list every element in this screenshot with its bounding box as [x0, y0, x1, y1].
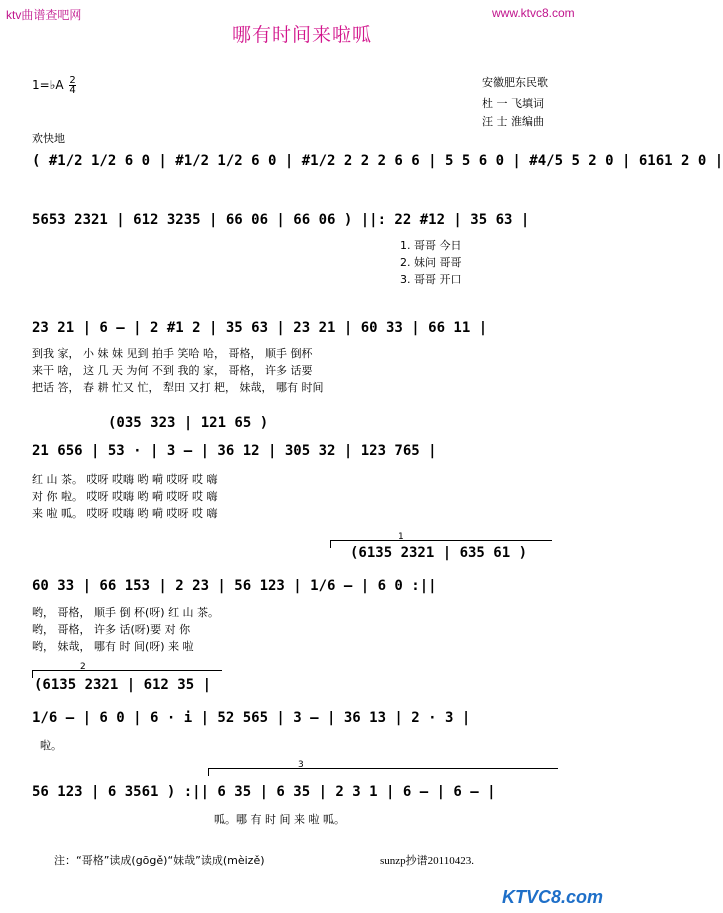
lyric-row-2-verse-3: 3. 哥哥 开口: [400, 273, 462, 286]
notation-row-3: 23 21 | 6 – | 2 #1 2 | 35 63 | 23 21 | 60 33 | 66 11 |: [32, 320, 488, 336]
credit-arranger: 汪 士 淮编曲: [482, 115, 544, 128]
notation-row-6-interlude: (6135 2321 | 612 35 |: [34, 677, 212, 693]
volta-number-2: 2: [80, 662, 86, 672]
pronunciation-footnote: 注：“哥格”读成(gōgě)“妹哉”读成(mèizě): [54, 854, 265, 867]
lyric-row-4-verse-3: 来 啦 呱。 哎呀 哎嗨 哟 嗬 哎呀 哎 嗨: [32, 507, 218, 520]
volta-bracket-2-start: [32, 670, 33, 678]
notation-row-5-interlude: (6135 2321 | 635 61 ): [350, 545, 528, 561]
notation-row-4-interlude: (035 323 | 121 65 ): [108, 415, 269, 431]
volta-bracket-1: [330, 540, 552, 541]
key-label: 1=♭A: [32, 78, 64, 92]
lyric-row-6: 啦。: [40, 739, 62, 752]
site-logo: [500, 883, 604, 909]
lyric-row-3-verse-3: 把话 答， 春 耕 忙又 忙， 犁田 又打 耙， 妹哉， 哪有 时间: [32, 381, 324, 394]
volta-number-3: 3: [298, 760, 304, 770]
time-denominator: 4: [69, 85, 76, 96]
site-logo-graphic: [500, 883, 604, 909]
notation-row-6: 1/6 – | 6 0 | 6 · i | 52 565 | 3 – | 36 13 | 2 · 3 |: [32, 710, 471, 726]
key-signature: [32, 76, 76, 95]
credit-lyricist: 杜 一 飞填词: [482, 97, 544, 110]
song-title: 哪有时间来啦呱: [231, 24, 372, 46]
site-watermark-right: www.ktvc8.com: [492, 6, 575, 20]
volta-bracket-1-end: [330, 540, 331, 548]
volta-bracket-3: [208, 768, 558, 769]
time-numerator: 2: [69, 75, 76, 86]
lyric-row-3-verse-1: 到我 家， 小 妹 妹 见到 拍手 笑哈 哈， 哥格， 顺手 倒杯: [32, 347, 313, 360]
notation-row-1: ( #1/2 1/2 6 0 | #1/2 1/2 6 0 | #1/2 2 2 2 6 6 | 5 5 6 0 | #4/5 5 2 0 | 6161 2 0 |: [32, 153, 723, 169]
site-logo-text: KTVC8.com: [502, 887, 604, 907]
lyric-row-7: 呱。哪 有 时 间 来 啦 呱。: [214, 813, 345, 826]
lyric-row-5-verse-2: 哟， 哥格， 许多 话(呀)要 对 你: [32, 623, 191, 636]
notation-row-7: 56 123 | 6 3561 ) :|| 6 35 | 6 35 | 2 3 1 | 6 – | 6 – |: [32, 784, 496, 800]
notation-row-5: 60 33 | 66 153 | 2 23 | 56 123 | 1/6 – | 6 0 :||: [32, 578, 437, 594]
transcriber-credit: sunzp抄谱20110423.: [380, 855, 475, 867]
lyric-row-4-verse-2: 对 你 啦。 哎呀 哎嗨 哟 嗬 哎呀 哎 嗨: [32, 490, 218, 503]
lyric-row-5-verse-1: 哟， 哥格， 顺手 倒 杯(呀) 红 山 茶。: [32, 606, 220, 619]
site-watermark-left: ktv曲谱查吧网: [6, 8, 82, 22]
credit-origin: 安徽肥东民歌: [482, 76, 548, 89]
time-signature: [69, 76, 75, 95]
lyric-row-3-verse-2: 来干 啥， 这 几 天 为何 不到 我的 家， 哥格， 许多 话要: [32, 364, 313, 377]
lyric-row-2-verse-1: 1. 哥哥 今日: [400, 239, 462, 252]
lyric-row-4-verse-1: 红 山 茶。 哎呀 哎嗨 哟 嗬 哎呀 哎 嗨: [32, 473, 218, 486]
lyric-row-2-verse-2: 2. 妹问 哥哥: [400, 256, 462, 269]
notation-row-4: 21 656 | 53 · | 3 – | 36 12 | 305 32 | 123 765 |: [32, 443, 437, 459]
volta-bracket-3-start: [208, 768, 209, 776]
lyric-row-5-verse-3: 哟， 妹哉， 哪有 时 间(呀) 来 啦: [32, 640, 194, 653]
notation-row-2: 5653 2321 | 612 3235 | 66 06 | 66 06 ) ||: 22 #12 | 35 63 |: [32, 212, 530, 228]
tempo-marking: 欢快地: [32, 132, 65, 145]
volta-number-1: 1: [398, 532, 404, 542]
volta-bracket-2: [32, 670, 222, 671]
